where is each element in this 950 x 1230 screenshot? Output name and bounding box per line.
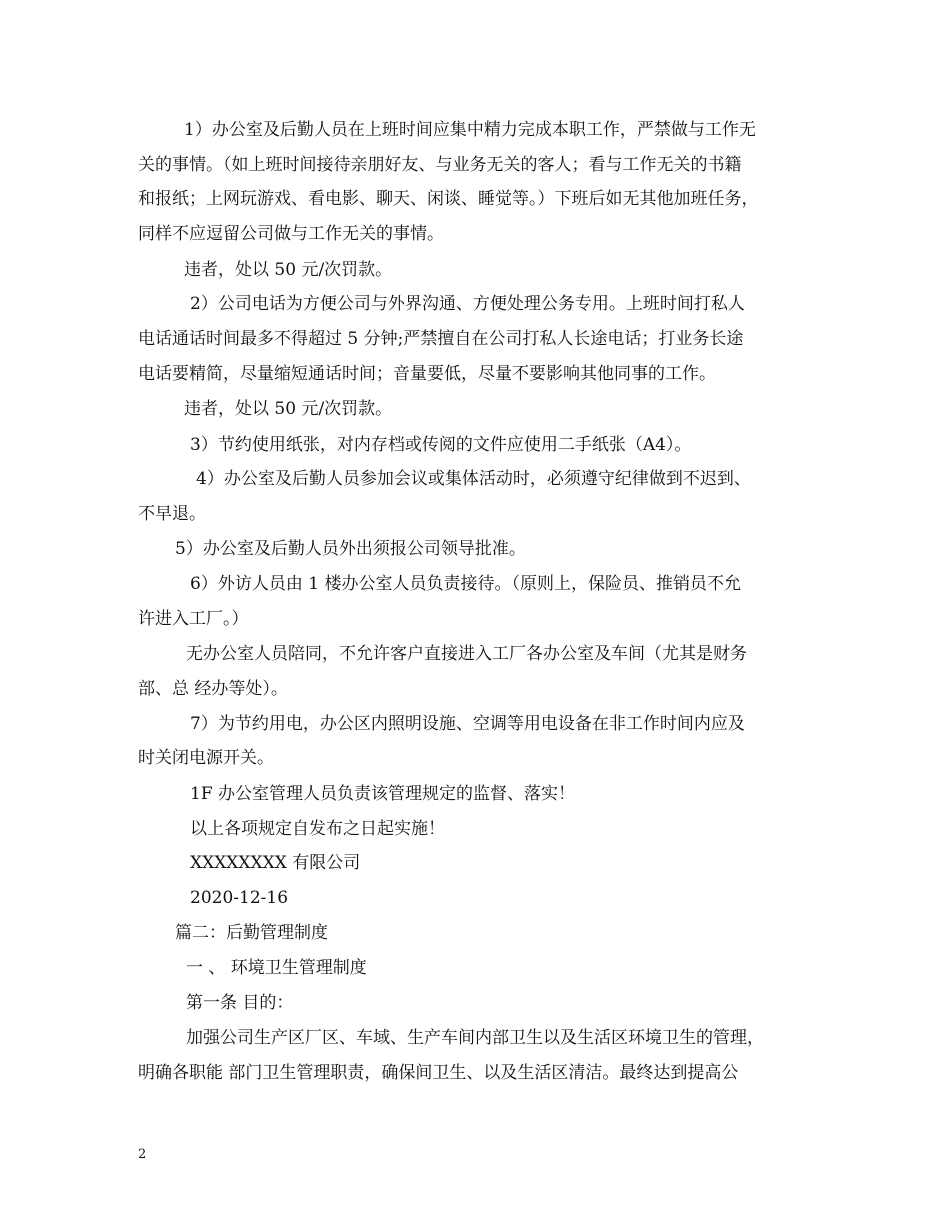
section-heading: 篇二：后勤管理制度 [175,923,328,943]
text-line: 同样不应逗留公司做与工作无关的事情。 [138,224,444,244]
text-line: 3）节约使用纸张，对内存档或传阅的文件应使用二手纸张（A4）。 [190,435,692,455]
text-line: 和报纸；上网玩游戏、看电影、聊天、闲谈、睡觉等。）下班后如无其他加班任务， [138,189,759,209]
text-line: 违者，处以 50 元/次罚款。 [184,260,393,280]
text-line: 无办公室人员陪同，不允许客户直接进入工厂各办公室及车间（尤其是财务 [186,644,747,664]
page-number: 2 [138,1147,147,1162]
text-line: 4）办公室及后勤人员参加会议或集体活动时，必须遵守纪律做到不迟到、 [196,469,751,489]
text-line: 1F 办公室管理人员负责该管理规定的监督、落实！ [190,784,576,804]
text-line: 许进入工厂。） [138,609,249,629]
text-line: 2）公司电话为方便公司与外界沟通、方便处理公务专用。上班时间打私人 [190,294,745,314]
text-line: 1）办公室及后勤人员在上班时间应集中精力完成本职工作，严禁做与工作无 [184,120,756,140]
article-heading: 第一条 目的： [186,993,294,1013]
text-line: 电话通话时间最多不得超过 5 分钟;严禁擅自在公司打私人长途电话；打业务长途 [138,329,744,349]
text-line: 加强公司生产区厂区、车域、生产车间内部卫生以及生活区环境卫生的管理， [186,1028,764,1048]
text-line: 电话要精简，尽量缩短通话时间；音量要低，尽量不要影响其他同事的工作。 [138,364,716,384]
text-line: 5）办公室及后勤人员外出须报公司领导批准。 [175,539,526,559]
text-line: XXXXXXXX 有限公司 [190,853,361,873]
text-line: 2020-12-16 [190,888,289,908]
text-line: 明确各职能 部门卫生管理职责，确保间卫生、以及生活区清洁。最终达到提高公 [138,1063,739,1083]
text-line: 部、总 经办等处）。 [138,679,288,699]
text-line: 不早退。 [138,504,206,524]
section-heading: 一 、 环境卫生管理制度 [186,958,367,978]
text-line: 6）外访人员由 1 楼办公室人员负责接待。（原则上，保险员、推销员不允 [190,574,741,594]
text-line: 时关闭电源开关。 [138,748,274,768]
text-line: 以上各项规定自发布之日起实施！ [190,819,445,839]
text-line: 关的事情。（如上班时间接待亲朋好友、与业务无关的客人；看与工作无关的书籍 [138,155,742,175]
text-line: 违者，处以 50 元/次罚款。 [184,399,393,419]
text-line: 7）为节约用电，办公区内照明设施、空调等用电设备在非工作时间内应及 [190,714,745,734]
